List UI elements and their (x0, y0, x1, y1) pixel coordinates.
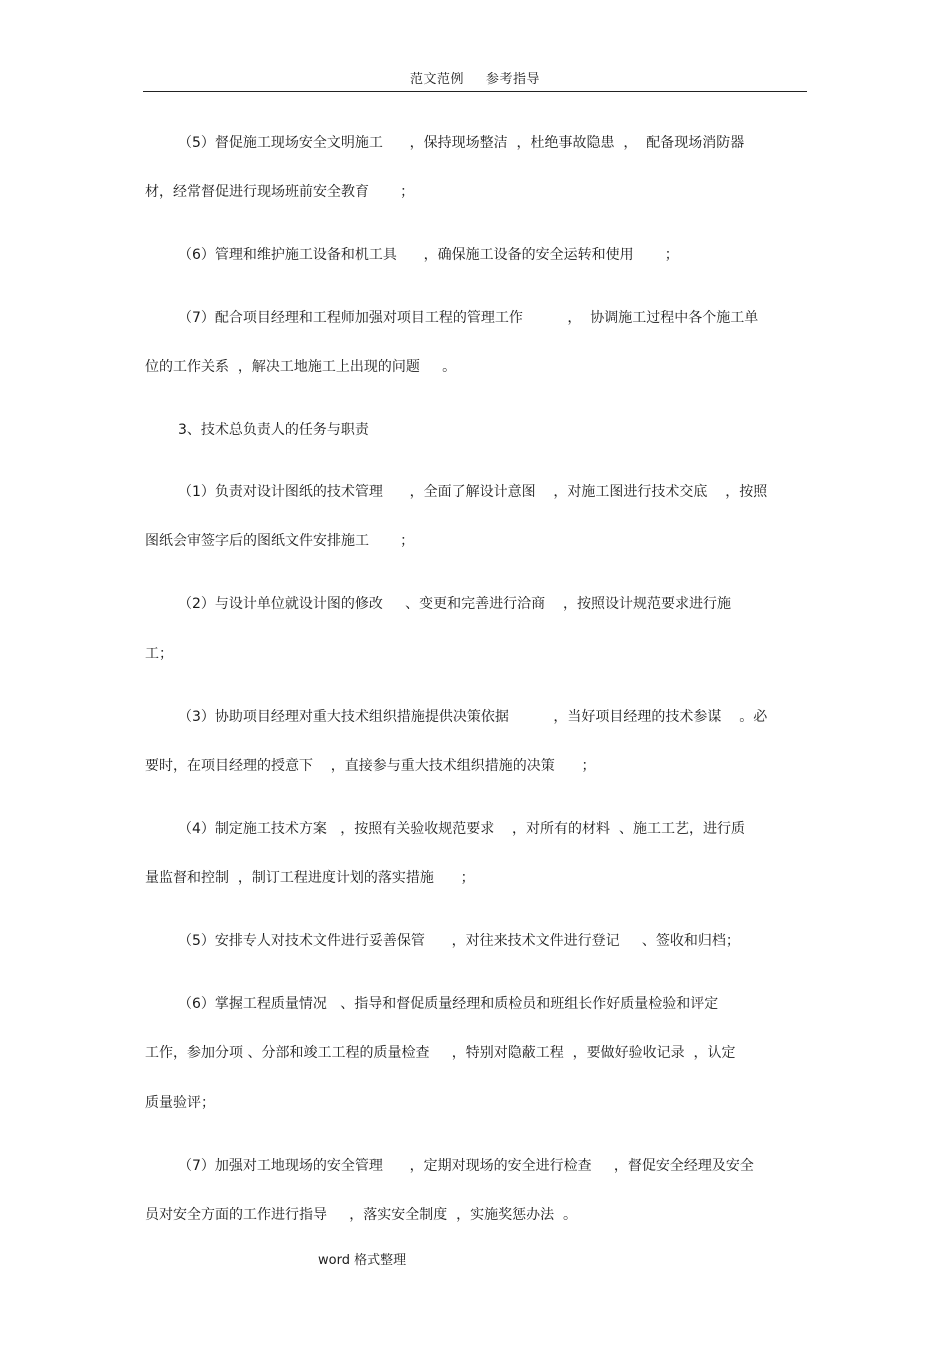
header-rule (143, 91, 807, 92)
text-line: （2）与设计单位就设计图的修改 、变更和完善进行洽商 ，按照设计规范要求进行施 (178, 596, 731, 612)
text-line: （1）负责对设计图纸的技术管理 ，全面了解设计意图 ，对施工图进行技术交底 ，按照 (178, 484, 768, 500)
text-line: 材，经常督促进行现场班前安全教育 ； (145, 184, 415, 200)
page-footer: word 格式整理 (318, 1253, 407, 1268)
text-line: （7）加强对工地现场的安全管理 ，定期对现场的安全进行检查 ，督促安全经理及安全 (178, 1158, 754, 1174)
text-line: 量监督和控制 ，制订工程进度计划的落实措施 ； (145, 870, 475, 886)
text-line: 位的工作关系 ，解决工地施工上出现的问题 。 (145, 359, 457, 375)
text-line: （6）管理和维护施工设备和机工具 ，确保施工设备的安全运转和使用 ； (178, 247, 679, 263)
text-line: （4）制定施工技术方案 ，按照有关验收规范要求 ，对所有的材料 、施工工艺，进行质 (178, 821, 745, 837)
text-line: 员对安全方面的工作进行指导 ，落实安全制度 ，实施奖惩办法 。 (145, 1207, 578, 1223)
header-left-text: 范文范例 (409, 72, 464, 87)
header-right-text: 参考指导 (486, 72, 541, 87)
text-line: 要时，在项目经理的授意下 ，直接参与重大技术组织措施的决策 ； (145, 758, 596, 774)
text-line: 工； (145, 646, 173, 662)
text-line: 工作，参加分项 、分部和竣工工程的质量检查 ，特别对隐蔽工程 ，要做好验收记录 ，认定 (145, 1045, 736, 1061)
text-line: （7）配合项目经理和工程师加强对项目工程的管理工作 ， 协调施工过程中各个施工单 (178, 310, 759, 326)
text-line: 图纸会审签字后的图纸文件安排施工 ； (145, 533, 415, 549)
text-line: 质量验评； (145, 1095, 215, 1111)
section-heading: 3、技术总负责人的任务与职责 (178, 422, 369, 438)
page-header (143, 70, 807, 90)
text-line: （6）掌握工程质量情况 、指导和督促质量经理和质检员和班组长作好质量检验和评定 (178, 996, 719, 1012)
text-line: （5）安排专人对技术文件进行妥善保管 ，对往来技术文件进行登记 、签收和归档； (178, 933, 740, 949)
text-line: （3）协助项目经理对重大技术组织措施提供决策依据 ，当好项目经理的技术参谋 。必 (178, 709, 768, 725)
text-line: （5）督促施工现场安全文明施工 ，保持现场整洁 ，杜绝事故隐患 ， 配备现场消防器 (178, 135, 745, 151)
